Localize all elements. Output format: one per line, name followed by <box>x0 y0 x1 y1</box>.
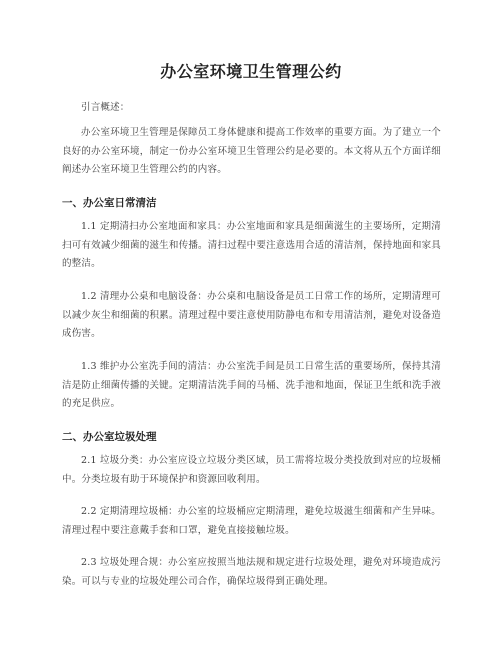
section-heading-2: 二、办公室垃圾处理 <box>62 431 157 443</box>
paragraph-2-2: 2.2 定期清理垃圾桶：办公室的垃圾桶应定期清理，避免垃圾滋生细菌和产生异味。清理过程中要注意戴手套和口罩，避免直接接触垃圾。 <box>62 506 441 536</box>
page-title: 办公室环境卫生管理公约 <box>160 62 342 81</box>
paragraph-1-1: 1.1 定期清扫办公室地面和家具：办公室地面和家具是细菌滋生的主要场所，定期清扫可有效减少细菌的滋生和传播。清扫过程中要注意选用合适的清洁剂，保持地面和家具的整洁。 <box>62 221 441 269</box>
paragraph-2-1: 2.1 垃圾分类：办公室应设立垃圾分类区域，员工需将垃圾分类投放到对应的垃圾桶中。分类垃圾有助于环境保护和资源回收利用。 <box>62 455 441 485</box>
paragraph-2-3: 2.3 垃圾处理合规：办公室应按照当地法规和规定进行垃圾处理，避免对环境造成污染。可以与专业的垃圾处理公司合作，确保垃圾得到正确处理。 <box>62 557 441 587</box>
intro-label: 引言概述： <box>81 102 130 113</box>
section-heading-1: 一、办公室日常清洁 <box>62 197 157 209</box>
paragraph-1-2: 1.2 清理办公桌和电脑设备：办公桌和电脑设备是员工日常工作的场所，定期清理可以减少灰尘和细菌的积累。清理过程中要注意使用防静电布和专用清洁剂，避免对设备造成伤害。 <box>62 291 441 339</box>
intro-paragraph: 办公室环境卫生管理是保障员工身体健康和提高工作效率的重要方面。为了建立一个良好的办公室环境，制定一份办公室环境卫生管理公约是必要的。本文将从五个方面详细阐述办公室环境卫生管理公约的内容。 <box>62 127 441 175</box>
paragraph-1-3: 1.3 维护办公室洗手间的清洁：办公室洗手间是员工日常生活的重要场所，保持其清洁是防止细菌传播的关键。定期清洁洗手间的马桶、洗手池和地面，保证卫生纸和洗手液的充足供应。 <box>62 361 441 409</box>
